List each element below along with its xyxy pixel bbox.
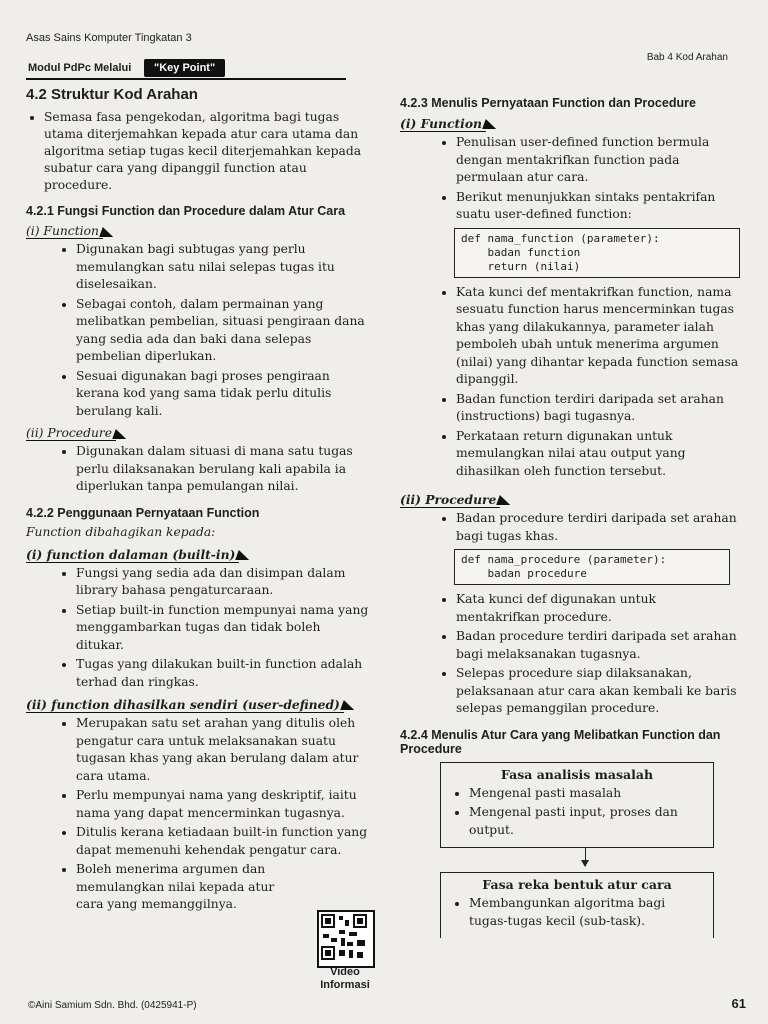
qr-code[interactable] [317,910,375,968]
user-defined-subheading: (ii) function dihasilkan sendiri (user-defined) [26,697,372,713]
list-item: • Merupakan satu set arahan yang ditulis oleh pengatur cara untuk melaksanakan suatu tugasan khas yang akan berulang dalam atur cara utama. [76,715,372,785]
left-column [26,86,372,916]
qr-code-icon [319,912,369,962]
function-subheading: (i) Function [400,116,740,132]
list-item: • Membangunkan algoritma bagi tugas-tugas kecil (sub-task). [469,895,703,930]
list-item: • Selepas procedure siap dilaksanakan, pelaksanaan atur cara akan kembali ke baris selepas pemanggilan procedure. [456,665,740,718]
section-4-2-4-title: 4.2.4 Menulis Atur Cara yang Melibatkan Function dan Procedure [400,727,721,756]
list-item: • Setiap built-in function mempunyai nama yang menggambarkan tugas dan tidak boleh ditukar. [76,602,372,655]
flag-icon [99,227,117,237]
section-4-2-2-intro: Function dibahagikan kepada: [26,524,216,539]
list-item: • Badan procedure terdiri daripada set arahan bagi tugas khas. [456,510,740,545]
list-item: • Perlu mempunyai nama yang deskriptif, iaitu nama yang dapat mencerminkan tugasnya. [76,787,372,822]
function-subheading: (i) Function [26,224,372,239]
chapter-label: Bab 4 Kod Arahan [646,52,728,63]
flow-arrow [585,848,586,866]
procedure-subheading: (ii) Procedure [26,426,372,441]
list-item: • Sebagai contoh, dalam permainan yang melibatkan pembelian, situasi pengiraan dana yang sedia ada dan baki dana selepas pembelian diperlukan. [76,296,372,366]
module-banner [26,58,346,80]
right-column [400,96,740,938]
flag-icon [112,429,130,439]
procedure-subheading: (ii) Procedure [400,492,740,508]
flag-icon [497,495,515,505]
function-syntax-code: def nama_function (parameter): badan function return (nilai) [454,228,740,278]
section-4-2-title: 4.2 Struktur Kod Arahan [26,86,198,103]
list-item: • Berikut menunjukkan sintaks pentakrifan suatu user-defined function: [456,189,740,224]
list-item: • Penulisan user-defined function bermula dengan mentakrifkan function pada permulaan atur cara. [456,134,740,187]
flag-icon [340,700,358,710]
list-item: • Fungsi yang sedia ada dan disimpan dalam library bahasa pengaturcaraan. [76,565,372,600]
list-item: • Perkataan return digunakan untuk memulangkan nilai atau output yang dihasilkan oleh function tersebut. [456,428,740,481]
procedure-syntax-code: def nama_procedure (parameter): badan procedure [454,549,730,585]
section-4-2-1-title: 4.2.1 Fungsi Function dan Procedure dalam Atur Cara [26,204,346,218]
list-item: • Kata kunci def digunakan untuk mentakrifkan procedure. [456,591,740,626]
key-point-badge: "Key Point" [144,59,225,77]
flow-box-analysis: Fasa analisis masalah • Mengenal pasti masalah • Mengenal pasti input, proses dan output. [440,762,714,849]
banner-rule [26,78,346,80]
list-item: • Digunakan bagi subtugas yang perlu memulangkan satu nilai selepas tugas itu diselesaikan. [76,241,372,294]
list-item: • Digunakan dalam situasi di mana satu tugas perlu dilaksanakan berulang kali apabila ia diperlukan tanpa pemulangan nilai. [76,443,372,496]
list-item: • Badan procedure terdiri daripada set arahan bagi melaksanakan tugasnya. [456,628,740,663]
qr-label: Video Informasi [320,966,370,991]
list-item: • Mengenal pasti input, proses dan output. [469,804,703,839]
list-item: • Badan function terdiri daripada set arahan (instructions) bagi tugasnya. [456,391,740,426]
flow-box-design: Fasa reka bentuk atur cara • Membangunkan algoritma bagi tugas-tugas kecil (sub-task). [440,872,714,938]
section-4-2-intro: • Semasa fasa pengekodan, algoritma bagi tugas utama diterjemahkan kepada atur cara utama dan algoritma setiap tugas kecil diterjemahkan kepada subatur cara yang dipanggil function atau procedure. [44,109,372,194]
flag-icon [236,550,254,560]
publisher-footer: ©Aini Samium Sdn. Bhd. (0425941-P) [28,1000,197,1011]
list-item: • Kata kunci def mentakrifkan function, nama sesuatu function harus mencerminkan tugas khas yang dilakukannya, parameter ialah pemboleh ubah untuk menerima argumen (nilai) yang dihantar kepada function semasa dipanggil. [456,284,740,389]
list-item: • Mengenal pasti masalah [469,785,703,803]
builtin-subheading: (i) function dalaman (built-in) [26,547,372,563]
section-4-2-3-title: 4.2.3 Menulis Pernyataan Function dan Procedure [400,96,696,110]
flag-icon [482,119,500,129]
list-item: • Ditulis kerana ketiadaan built-in function yang dapat memenuhi kehendak pengatur cara. [76,824,372,859]
list-item: • Boleh menerima argumen dan memulangkan nilai kepada atur cara yang memanggilnya. [76,861,372,914]
module-label: Modul PdPc Melalui [28,62,132,74]
list-item: • Tugas yang dilakukan built-in function adalah terhad dan ringkas. [76,656,372,691]
book-title: Asas Sains Komputer Tingkatan 3 [26,32,192,44]
section-4-2-2-title: 4.2.2 Penggunaan Pernyataan Function [26,505,260,520]
page-number: 61 [731,996,746,1011]
list-item: • Sesuai digunakan bagi proses pengiraan kerana kod yang sama tidak perlu ditulis berulang kali. [76,368,372,421]
